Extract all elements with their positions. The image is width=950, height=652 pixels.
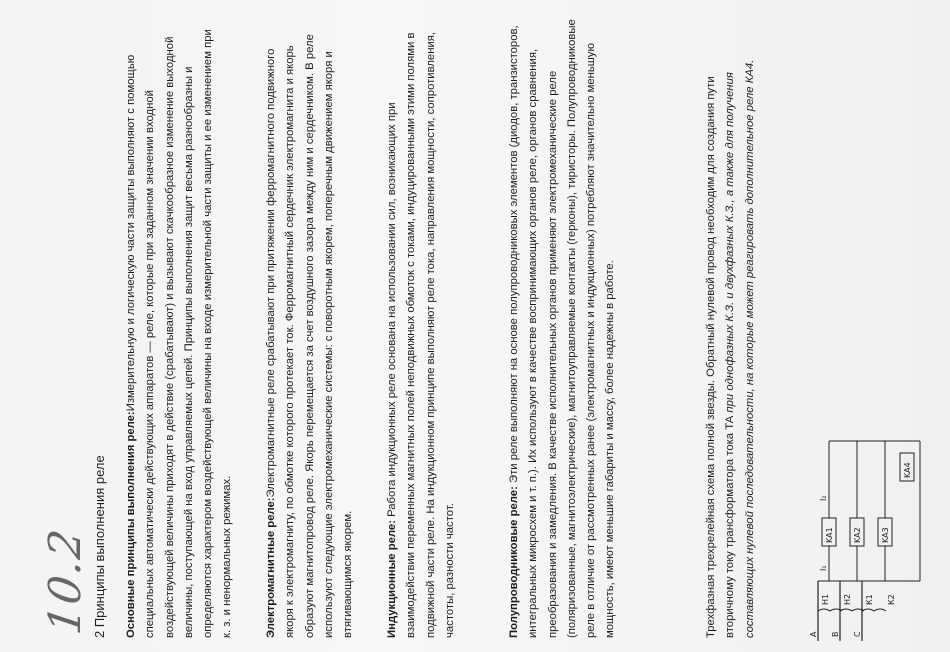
paragraph-text: Работа индукционных реле основана на использовании сил, возникающих при взаимодействии переменных магнитных полей неподвижных обмоток с токами, индуцированными этими полями в подвижной части реле. На индукционном принципе выполняют реле тока, направления мощности, сопротивления, частоты, разности частот.	[386, 31, 456, 638]
paragraph-text: Электромагнитные реле срабатывают при притяжении ферромагнитного подвижного якоря к электромагниту, по обмотке которого протекает ток. Ферромагнитный сердечник электромагнита и якорь образуют магнитопровод реле. Якорь перемещается за счет воздушного зазора между ним и сердечником. В реле используют следующие электромеханические системы: с поворотным якорем, поперечным движением якоря и втягивающимся якорем.	[265, 34, 355, 638]
paragraph-text: Эти реле выполняют на основе полупроводниковых элементов (диодов, транзисторов, интегральных микросхем и т. п.). Их используют в качестве воспринимающих органов реле, органов сравнения, преобразования и замедления. В качестве исполнительных органов применяют электромеханические реле (поляризованные, магнитоэлектрические), магнитоуправляемые контакты (герконы), тиристоры. Полупроводниковые реле в отличие от рассмотренных ранее (электромагнитных и индукционных) потребляют значительно меньшую мощность, имеют меньшие габариты и массу, более надежны в работе.	[508, 19, 617, 638]
paragraph-title: Электромагнитные реле:	[265, 497, 277, 638]
relay-ka2-label: KA2	[853, 527, 862, 543]
paragraph-text: Измерительную и логическую части защиты выполняют с помощью специальных автоматически действующих аппаратов — реле, которые при заданном значении входной воздействующей величины приходят в действие (срабатывают) и вызывают скачкообразное изменение выходной величины, поступающей на вход управляемых цепей. Принципы выполнения защит весьма разнообразны и определяются характером воздействующей величины на входе измерительной части защиты и ее изменением при к. з. и ненормальных режимах.	[125, 29, 234, 638]
current-i1-label: I₁	[819, 565, 828, 571]
handwritten-page-number: 10.2	[40, 524, 91, 638]
paragraph-title: Полупроводниковые реле:	[508, 486, 520, 638]
rotated-content	[40, 6, 910, 646]
terminal-h1-label: Н1	[821, 593, 830, 605]
paragraph-semiconductor	[505, 18, 621, 638]
paragraph-text-italic: при однофазных К.З. и двухфазных К.З., а также для получения составляющих нулевой последовательности, на которые может реагировать дополнительное реле КА4.	[724, 59, 756, 638]
paragraph-induction	[383, 18, 460, 638]
paragraph-principles	[122, 18, 238, 638]
paragraph-text: Трехфазная трехрелейная схема полной звезды. Обратный нулевой провод необходим для создания пути вторичному току трансформатора тока ТА	[705, 76, 737, 638]
paragraph-star-scheme	[702, 18, 760, 638]
relay-ka3-label: KA3	[881, 527, 890, 543]
paragraph-electromagnetic	[262, 18, 358, 638]
section-heading: 2 Принципы выполнения реле	[92, 455, 107, 638]
terminal-k1-label: К1	[865, 594, 874, 605]
phase-c-label: C	[853, 631, 862, 637]
phase-b-label: B	[831, 631, 840, 637]
paragraph-title: Индукционные реле:	[386, 520, 398, 638]
relay-ka4-label: KA4	[903, 462, 912, 478]
current-i2-label: I₂	[819, 495, 828, 501]
terminal-h2-label: Н2	[843, 593, 852, 605]
paragraph-title: Основные принципы выполнения реле:	[125, 411, 137, 638]
relay-circuit-diagram	[810, 401, 930, 641]
relay-ka1-label: KA1	[825, 527, 834, 543]
phase-a-label: A	[809, 631, 818, 637]
terminal-k2-label: К2	[887, 594, 896, 605]
